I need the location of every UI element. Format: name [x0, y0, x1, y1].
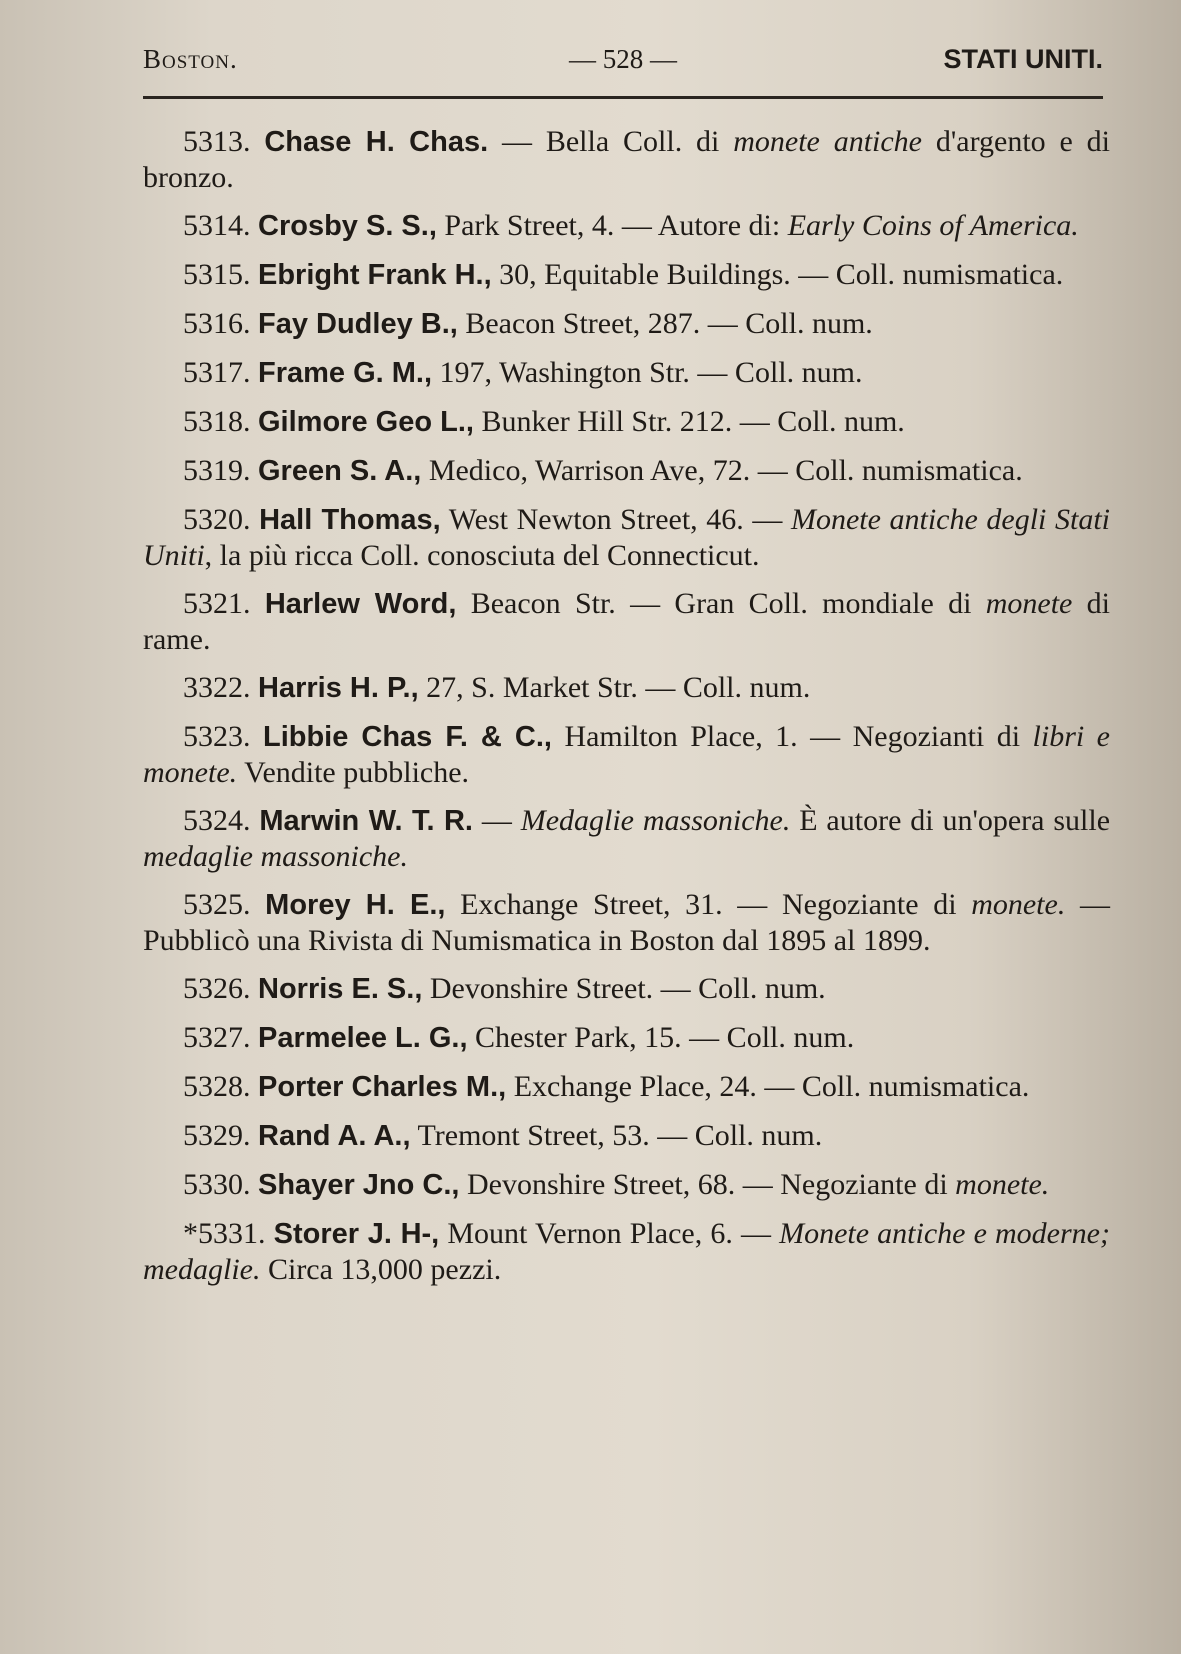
entry	[143, 208, 1110, 244]
entry-italic-text: Monete antiche degli Stati Uniti	[143, 503, 1110, 572]
entry-name: Rand A. A.,	[258, 1120, 411, 1152]
entry-italic-text: Medaglie massoniche.	[520, 804, 791, 837]
entry	[143, 670, 1110, 706]
entry	[143, 257, 1110, 293]
running-header	[143, 44, 1103, 84]
entry-text: Medico, Warrison Ave, 72. — Coll. numismatica.	[421, 454, 1023, 487]
entry	[143, 404, 1110, 440]
entry	[143, 887, 1110, 958]
entry-text: 197, Washington Str. — Coll. num.	[432, 356, 863, 389]
entry-name: Marwin W. T. R.	[259, 805, 473, 837]
entry-name: Shayer Jno C.,	[258, 1169, 460, 1201]
entry-name: Chase H. Chas.	[264, 126, 489, 158]
entry	[143, 355, 1110, 391]
entry	[143, 1216, 1110, 1287]
entry-text: Devonshire Street, 68. — Negoziante di	[459, 1168, 956, 1201]
entry-number: 5323.	[183, 720, 263, 753]
entry-name: Harris H. P.,	[258, 672, 419, 704]
entry-text: Exchange Place, 24. — Coll. numismatica.	[506, 1070, 1030, 1103]
entry	[143, 1167, 1110, 1203]
entry-name: Morey H. E.,	[265, 889, 446, 921]
header-country: STATI UNITI.	[943, 44, 1103, 74]
entry-text: Park Street, 4. — Autore di:	[436, 209, 788, 242]
entry-name: Ebright Frank H.,	[258, 259, 492, 291]
entry-text: West Newton Street, 46. —	[440, 503, 791, 536]
entry-text: —	[472, 804, 521, 837]
entry-number: 3322.	[183, 671, 258, 704]
entry-text: di rame.	[143, 587, 1111, 656]
entry-number: 5329.	[183, 1119, 258, 1152]
entry-text: Chester Park, 15. — Coll. num.	[467, 1021, 855, 1054]
entry-number: 5313.	[183, 125, 265, 158]
header-city: Boston.	[143, 44, 238, 74]
entry	[143, 124, 1110, 195]
entry-number: 5324.	[183, 804, 260, 837]
entry-italic-text: libri e monete.	[143, 720, 1110, 789]
entry-italic-text: Monete antiche e moderne; medaglie.	[143, 1217, 1110, 1286]
entry-name: Green S. A.,	[258, 455, 422, 487]
entry-text: È autore di un'opera sulle	[790, 804, 1111, 837]
header-rule	[143, 96, 1103, 99]
entry-text: Devonshire Street. — Coll. num.	[422, 972, 826, 1005]
entry-name: Fay Dudley B.,	[258, 308, 458, 340]
entry-text: Exchange Street, 31. — Negoziante di	[445, 888, 972, 921]
entry-italic-text: medaglie massoniche.	[143, 840, 408, 873]
entry-number: 5325.	[183, 888, 266, 921]
entry-number: 5315.	[183, 258, 258, 291]
entry	[143, 502, 1110, 573]
entry-italic-text: monete antiche	[733, 125, 922, 158]
entry-number: 5330.	[183, 1168, 258, 1201]
entry-text: Beacon Str. — Gran Coll. mondiale di	[456, 587, 986, 620]
entry-number: 5321.	[183, 587, 265, 620]
entry-italic-text: Early Coins of America.	[787, 209, 1079, 242]
entry	[143, 586, 1110, 657]
entry-number: 5318.	[183, 405, 258, 438]
entry-italic-text: monete.	[955, 1168, 1050, 1201]
entry-number: *5331.	[183, 1217, 274, 1250]
entry-number: 5327.	[183, 1021, 258, 1054]
entry-name: Harlew Word,	[264, 588, 457, 620]
entry-number: 5314.	[183, 209, 258, 242]
entry-text: , la più ricca Coll. conosciuta del Connecticut.	[204, 539, 760, 572]
entry-text: — Pubblicò una Rivista di Numismatica in Boston dal 1895 al 1899.	[143, 888, 1110, 957]
entry-number: 5326.	[183, 972, 258, 1005]
entry-name: Libbie Chas F. & C.,	[262, 721, 552, 753]
entry-name: Gilmore Geo L.,	[258, 406, 474, 438]
entry-italic-text: monete	[985, 587, 1073, 620]
entry-text: Beacon Street, 287. — Coll. num.	[457, 307, 873, 340]
entry-italic-text: monete.	[971, 888, 1066, 921]
entry-text: d'argento e di bronzo.	[143, 125, 1110, 194]
entry-name: Hall Thomas,	[259, 504, 441, 536]
entry	[143, 306, 1110, 342]
entry-text: 30, Equitable Buildings. — Coll. numismatica.	[491, 258, 1064, 291]
entry-number: 5320.	[183, 503, 260, 536]
entry-text: 27, S. Market Str. — Coll. num.	[418, 671, 811, 704]
entry	[143, 803, 1110, 874]
entry-text: Tremont Street, 53. — Coll. num.	[410, 1119, 823, 1152]
entry-name: Porter Charles M.,	[258, 1071, 507, 1103]
entry-text: — Bella Coll. di	[488, 125, 734, 158]
entry	[143, 1069, 1110, 1105]
entry-number: 5328.	[183, 1070, 258, 1103]
entry-text: Circa 13,000 pezzi.	[260, 1253, 502, 1286]
entry-text: Vendite pubbliche.	[237, 756, 470, 789]
page-number: — 528 —	[569, 44, 677, 74]
entry	[143, 971, 1110, 1007]
entry-name: Frame G. M.,	[258, 357, 433, 389]
entry-number: 5319.	[183, 454, 258, 487]
entry-name: Parmelee L. G.,	[258, 1022, 468, 1054]
entry-name: Storer J. H-,	[273, 1218, 440, 1250]
entry	[143, 719, 1110, 790]
entry-name: Crosby S. S.,	[258, 210, 437, 242]
entry	[143, 453, 1110, 489]
entry-text: Bunker Hill Str. 212. — Coll. num.	[473, 405, 905, 438]
entry-text: Hamilton Place, 1. — Negozianti di	[551, 720, 1033, 753]
entry-text: Mount Vernon Place, 6. —	[439, 1217, 780, 1250]
entry-number: 5317.	[183, 356, 258, 389]
entry-list	[143, 124, 1110, 1300]
entry-number: 5316.	[183, 307, 258, 340]
entry	[143, 1118, 1110, 1154]
entry	[143, 1020, 1110, 1056]
entry-name: Norris E. S.,	[258, 973, 423, 1005]
